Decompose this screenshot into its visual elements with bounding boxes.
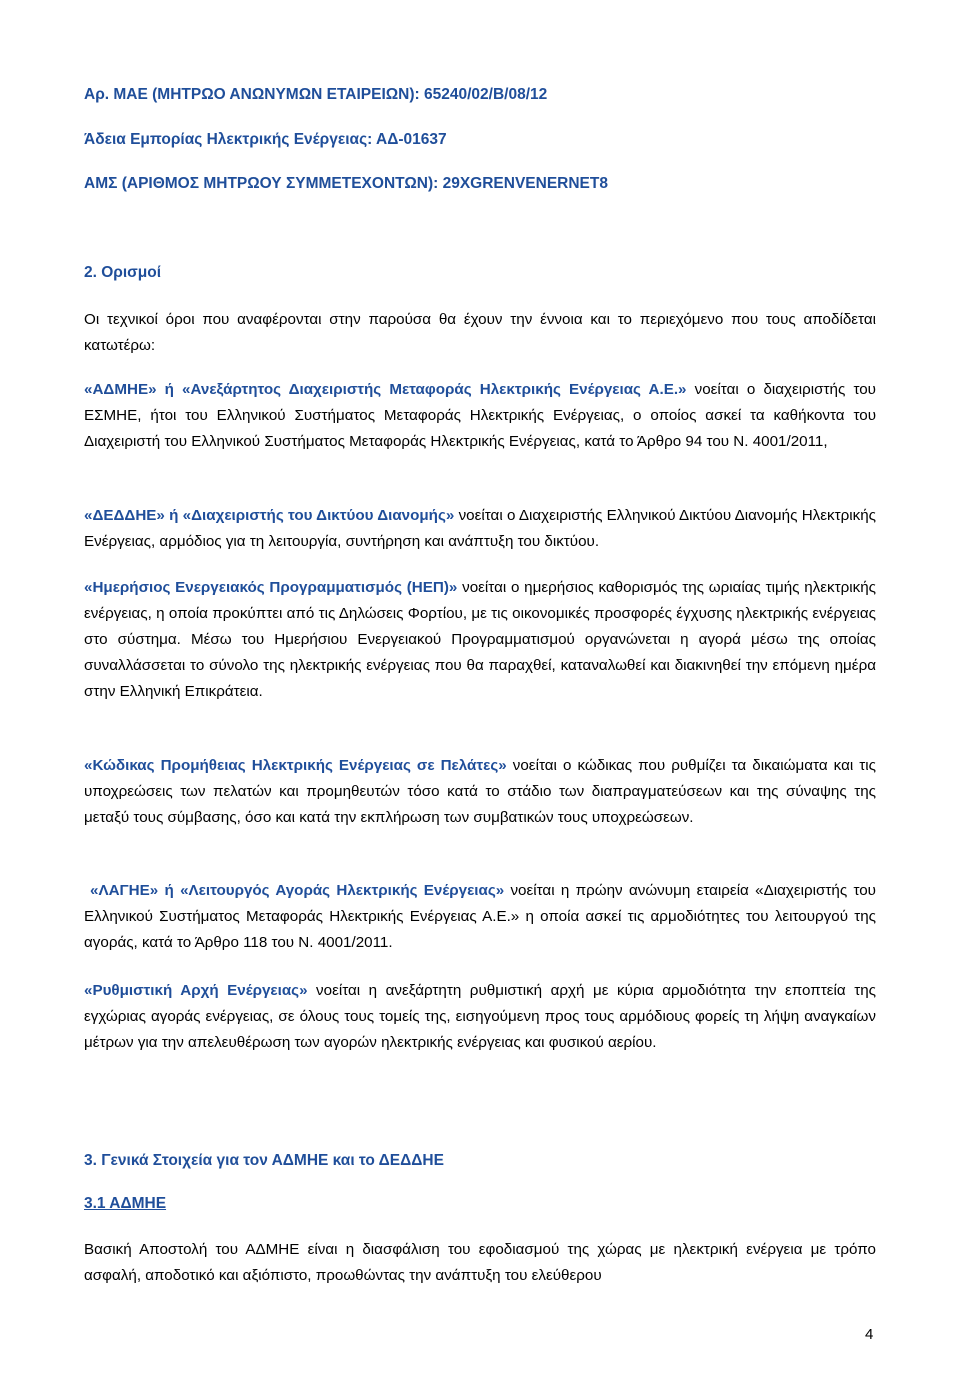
section-3-1-text: Βασική Αποστολή του ΑΔΜΗΕ είναι η διασφάλιση του εφοδιασμού της χώρας με ηλεκτρική ενέργεια με τρόπο ασφαλή, αποδοτικό και αξιόπιστο, προωθώντας την ανάπτυξη του ελεύθερου xyxy=(84,1241,876,1284)
page-number: 4 xyxy=(865,1326,874,1343)
mae-registry-line: Αρ. ΜΑΕ (ΜΗΤΡΩΟ ΑΝΩΝΥΜΩΝ ΕΤΑΙΡΕΙΩΝ): 65240/02/Β/08/12 xyxy=(84,86,548,103)
definition-text: νοείται ο Διαχειριστής Ελληνικού Δικτύου Διανομής Ηλεκτρικής Ενέργειας, αρμόδιος για τη λειτουργία, συντήρηση και ανάπτυξη του δικτύου. xyxy=(84,507,876,550)
definition-supply-code xyxy=(84,753,876,831)
section-2-intro: Οι τεχνικοί όροι που αναφέρονται στην παρούσα θα έχουν την έννοια και το περιεχόμενο που τους αποδίδεται κατωτέρω: xyxy=(84,311,876,354)
definition-text: νοείται ο κώδικας που ρυθμίζει τα δικαιώματα και τις υποχρεώσεις των πελατών και προμηθευτών τόσο κατά το στάδιο των διαπραγματεύσεων και της σύναψης της μεταξύ τους σύμβασης, όσο και κατά την εκπλήρωση των συμβατικών τους υποχρεώσεων. xyxy=(84,757,877,826)
definition-hep xyxy=(84,575,876,705)
definition-term: «Ρυθμιστική Αρχή Ενέργειας» xyxy=(84,982,308,999)
definition-text: νοείται η πρώην ανώνυμη εταιρεία «Διαχειριστής του Ελληνικού Συστήματος Μεταφοράς Ηλεκτρικής Ενέργειας Α.Ε.» η οποία ασκεί τις αρμοδιότητες του λειτουργού της αγοράς, κατά το Άρθρο 118 του Ν. 4001/2011. xyxy=(84,882,876,951)
definition-term: «ΑΔΜΗΕ» ή «Ανεξάρτητος Διαχειριστής Μεταφοράς Ηλεκτρικής Ενέργειας Α.Ε.» xyxy=(84,381,687,398)
definition-text: νοείται ο ημερήσιος καθορισμός της ωριαίας τιμής ηλεκτρικής ενέργειας, η οποία προκύπτει από τις Δηλώσεις Φορτίου, με τις οικονομικές προσφορές έγχυσης ηλεκτρικής ενέργειας στο σύστημα. Μέσω του Ημερήσιου Ενεργειακού Προγραμματισμού οργανώνεται η αγορά μέσω της οποίας συναλλάσσεται το σύνολο της ηλεκτρικής ενέργειας που θα παραχθεί, καταναλωθεί και διακινηθεί την επόμενη ημέρα στην Ελληνική Επικράτεια. xyxy=(84,579,876,700)
definition-term: «ΔΕΔΔΗΕ» ή «Διαχειριστής του Δικτύου Διανομής» xyxy=(84,507,455,524)
definition-text: νοείται ο διαχειριστής του ΕΣΜΗΕ, ήτοι του Ελληνικού Συστήματος Μεταφοράς Ηλεκτρικής Ενέργειας, ο οποίος ασκεί τα καθήκοντα του Διαχειριστή του Ελληνικού Συστήματος Μεταφοράς Ηλεκτρικής Ενέργειας, κατά το Άρθρο 94 του Ν. 4001/2011, xyxy=(84,381,876,450)
section-2-title: 2. Ορισμοί xyxy=(84,264,162,281)
definition-term: «Ημερήσιος Ενεργειακός Προγραμματισμός (ΗΕΠ)» xyxy=(84,579,458,596)
section-3-title: 3. Γενικά Στοιχεία για τον ΑΔΜΗΕ και το ΔΕΔΔΗΕ xyxy=(84,1152,444,1169)
definition-lagie xyxy=(84,878,876,956)
definition-term: «Κώδικας Προμήθειας Ηλεκτρικής Ενέργειας σε Πελάτες» xyxy=(84,757,507,774)
definition-admie xyxy=(84,377,876,455)
definition-rae xyxy=(84,978,876,1056)
definition-deddie xyxy=(84,503,876,555)
section-3-1-title: 3.1 ΑΔΜΗΕ xyxy=(84,1195,167,1212)
definition-term: «ΛΑΓΗΕ» ή «Λειτουργός Αγοράς Ηλεκτρικής Ενέργειας» xyxy=(90,882,505,899)
trading-license-line: Άδεια Εμπορίας Ηλεκτρικής Ενέργειας: ΑΔ-01637 xyxy=(84,131,447,148)
definition-text: νοείται η ανεξάρτητη ρυθμιστική αρχή με κύρια αρμοδιότητα την εποπτεία της εγχώριας αγοράς ενέργειας, σε όλους τους τομείς της, εισηγούμενη προς τους αρμόδιους φορείς τη λήψη αναγκαίων μέτρων για την απελευθέρωση των αγορών ηλεκτρικής ενέργειας και φυσικού αερίου. xyxy=(84,982,876,1051)
participant-registry-line: ΑΜΣ (ΑΡΙΘΜΟΣ ΜΗΤΡΩΟΥ ΣΥΜΜΕΤΕΧΟΝΤΩΝ): 29XGRENVENERNET8 xyxy=(84,175,608,192)
